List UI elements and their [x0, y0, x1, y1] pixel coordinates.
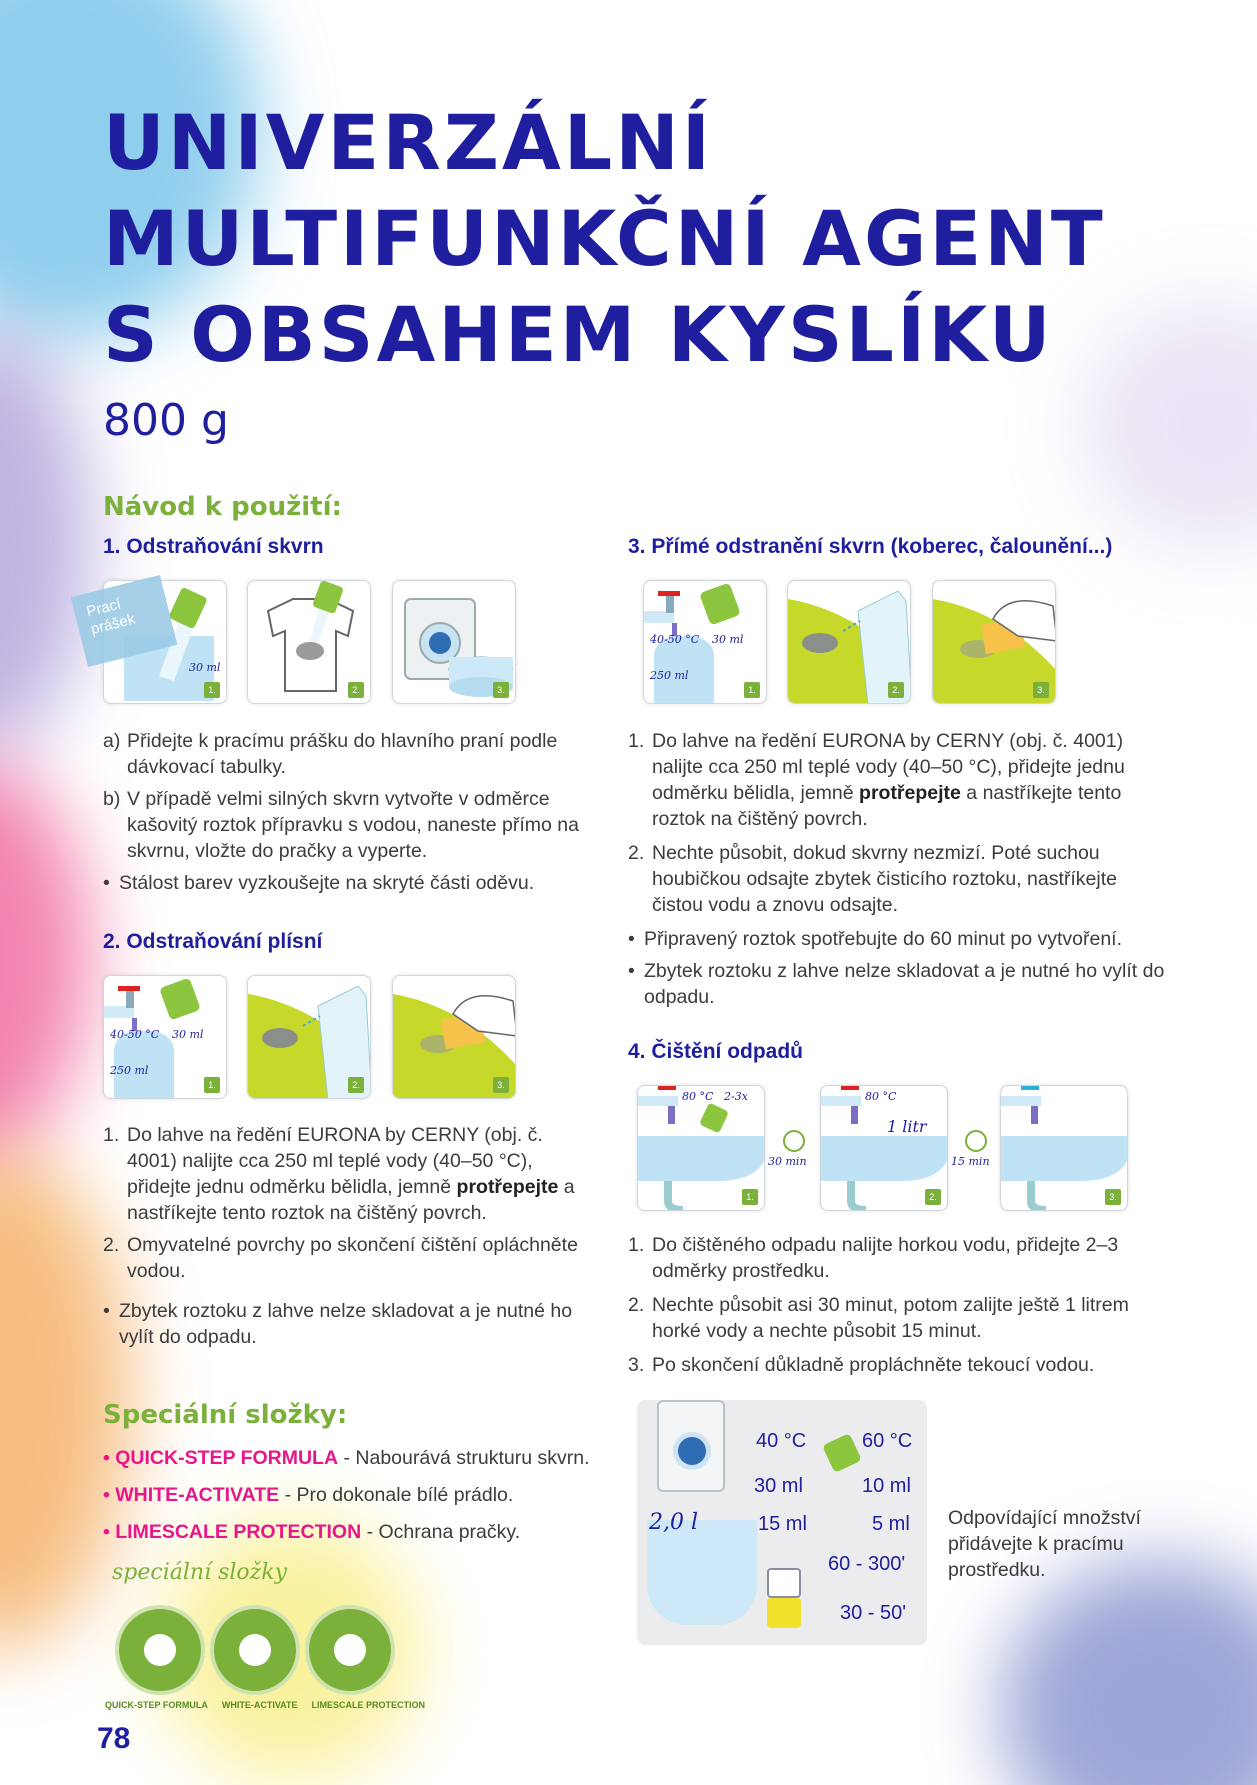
- basin-icon: [647, 1520, 757, 1625]
- section2-panel-3: [392, 975, 516, 1099]
- page-number: 78: [97, 1722, 131, 1755]
- s4-p2-volume: 1 litr: [887, 1117, 927, 1136]
- section2-panel-1: [103, 975, 227, 1099]
- panel-number: 3.: [1105, 1189, 1121, 1205]
- s3-step2: Nechte působit, dokud skvrny nezmizí. Poté suchou houbičkou odsajte zbytek čisticího roztoku, nastříkejte čistou vodu a znovu odsajte.: [652, 842, 1117, 916]
- section1-panel-3: [392, 580, 516, 704]
- panel-number: 2.: [348, 682, 364, 698]
- special-item-3-name: LIMESCALE PROTECTION: [115, 1521, 362, 1543]
- s2-temp-label: 40-50 °C: [110, 1028, 160, 1041]
- scoop-icon: [822, 1433, 862, 1473]
- special-item-1-desc: - Nabourává strukturu skvrn.: [338, 1447, 590, 1469]
- section2-panel-2: [247, 975, 371, 1099]
- title-line-1: UNIVERZÁLNÍ: [103, 98, 714, 187]
- s3-note-2: • Zbytek roztoku z lahve nelze skladovat a je nutné ho vylít do odpadu.: [628, 958, 1168, 1010]
- badge-labels: [105, 1700, 425, 1710]
- washing-machine-icon: [657, 1400, 725, 1492]
- section4-panel-1: [637, 1085, 765, 1211]
- s2-step1-marker: 1.: [103, 1124, 120, 1146]
- s2-dose-label: 30 ml: [172, 1028, 204, 1041]
- s4-step3-marker: 3.: [628, 1354, 645, 1376]
- special-list: [103, 1440, 623, 1551]
- dose-time-white: 60 - 300': [828, 1553, 906, 1575]
- title-line-3: S OBSAHEM KYSLÍKU: [103, 290, 1054, 379]
- splash-pink: [0, 760, 90, 1160]
- section1-panel-2: [247, 580, 371, 704]
- s2-step1-post: a nastříkejte tento roztok na čištěný povrch.: [127, 1176, 575, 1224]
- panel-number: 1.: [204, 682, 220, 698]
- clock-icon: [965, 1130, 987, 1152]
- s2-step2: Omyvatelné povrchy po skončení čištění opláchněte vodou.: [127, 1234, 578, 1282]
- section3-panel-3: [932, 580, 1056, 704]
- badge-2-label: WHITE-ACTIVATE: [221, 1700, 298, 1710]
- panel-number: 2.: [348, 1077, 364, 1093]
- s1-dose-label: 30 ml: [189, 661, 221, 674]
- s4-p2-temp: 80 °C: [865, 1090, 897, 1103]
- panel-number: 3.: [493, 682, 509, 698]
- s3-step1-post: a nastříkejte tento roztok na čištěný povrch.: [652, 782, 1122, 830]
- s2-step1-bold: protřepejte: [456, 1176, 559, 1198]
- clock-icon: [783, 1130, 805, 1152]
- s4-step1: Do čištěného odpadu nalijte horkou vodu, přidejte 2–3 odměrky prostředku.: [652, 1234, 1119, 1282]
- s3-step1-bold: protřepejte: [859, 782, 961, 804]
- s1-note: • Stálost barev vyzkoušejte na skryté části oděvu.: [103, 870, 583, 896]
- instructions-heading: Návod k použití:: [103, 492, 342, 522]
- dosing-note: Odpovídající množství přidávejte k pracímu prostředku.: [948, 1507, 1141, 1581]
- badge-1-label: QUICK-STEP FORMULA: [105, 1700, 208, 1710]
- splash-lavender: [1080, 300, 1257, 550]
- special-item-2-name: WHITE-ACTIVATE: [115, 1484, 280, 1506]
- special-item-3-desc: - Ochrana pračky.: [361, 1521, 521, 1543]
- section4-text: [628, 1232, 1168, 1378]
- s4-p1-times: 2-3x: [724, 1090, 748, 1103]
- snowflake-icon: [334, 1634, 366, 1666]
- color-shirt-icon: [767, 1598, 801, 1628]
- dose-row2-b: 5 ml: [872, 1513, 910, 1535]
- special-item-1: • QUICK-STEP FORMULA - Nabourává strukturu skvrn.: [103, 1447, 590, 1469]
- dose-row2-a: 15 ml: [758, 1513, 807, 1535]
- special-item-3: • LIMESCALE PROTECTION - Ochrana pračky.: [103, 1521, 521, 1543]
- section1-text: [103, 728, 583, 896]
- panel-number: 1.: [204, 1077, 220, 1093]
- special-heading: Speciální složky:: [103, 1400, 348, 1430]
- s2-step1-pre: Do lahve na ředění EURONA by CERNY (obj. č. 4001) nalijte cca 250 ml teplé vody (40–50 °C), přidejte jednu odměrku bělidla, jemně: [127, 1124, 543, 1198]
- splash-violet: [0, 330, 90, 750]
- page-title: [103, 95, 1106, 383]
- section1-heading: 1. Odstraňování skvrn: [103, 535, 324, 558]
- s4-step3: Po skončení důkladně propláchněte tekoucí vodou.: [652, 1354, 1095, 1376]
- panel-number: 1.: [744, 682, 760, 698]
- s1-b-text: V případě velmi silných skvrn vytvořte v odměrce kašovitý roztok přípravku s vodou, naneste přímo na skvrnu, vložte do pračky a vyperte.: [127, 788, 579, 862]
- dose-row1-b: 10 ml: [862, 1475, 911, 1497]
- s4-step2: Nechte působit asi 30 minut, potom zalijte ještě 1 litrem horké vody a nechte působit 15 minut.: [652, 1294, 1129, 1342]
- s1-b-marker: b): [103, 788, 121, 810]
- section3-panel-2: [787, 580, 911, 704]
- panel-number: 2.: [888, 682, 904, 698]
- section3-text: [628, 728, 1168, 1010]
- s4-step2-marker: 2.: [628, 1294, 645, 1316]
- panel-number: 3.: [1033, 682, 1049, 698]
- s3-volume-label: 250 ml: [650, 669, 689, 682]
- section4-panel-2: [820, 1085, 948, 1211]
- basin-volume: 2,0 l: [649, 1510, 699, 1535]
- dose-temp-2: 60 °C: [862, 1430, 913, 1452]
- splash-blue-bottom: [1000, 1560, 1257, 1785]
- product-weight: 800 g: [103, 395, 229, 446]
- special-script-label: speciální složky: [112, 1560, 288, 1585]
- special-item-2: • WHITE-ACTIVATE - Pro dokonale bílé prádlo.: [103, 1484, 514, 1506]
- s2-step2-marker: 2.: [103, 1234, 120, 1256]
- title-line-2: MULTIFUNKČNÍ AGENT: [103, 194, 1106, 283]
- s3-step1-pre: Do lahve na ředění EURONA by CERNY (obj. č. 4001) nalijte cca 250 ml teplé vody (40–50 °C), přidejte jednu odměrku bělidla, jemně: [652, 730, 1125, 804]
- section3-heading: 3. Přímé odstranění skvrn (koberec, čalounění...): [628, 535, 1113, 558]
- s1-a-text: Přidejte k pracímu prášku do hlavního praní podle dávkovací tabulky.: [127, 730, 558, 778]
- white-shirt-icon: [767, 1568, 801, 1598]
- section2-heading: 2. Odstraňování plísní: [103, 930, 323, 953]
- s4-step1-marker: 1.: [628, 1234, 645, 1256]
- badge-limescale: [305, 1605, 395, 1695]
- s2-volume-label: 250 ml: [110, 1064, 149, 1077]
- badge-quick-step: [115, 1605, 205, 1695]
- dose-time-color: 30 - 50': [840, 1602, 907, 1624]
- s2-note: • Zbytek roztoku z lahve nelze skladovat a je nutné ho vylít do odpadu.: [103, 1298, 583, 1350]
- panel-number: 2.: [925, 1189, 941, 1205]
- panel-number: 3.: [493, 1077, 509, 1093]
- shirt-icon: [239, 1634, 271, 1666]
- s3-dose-label: 30 ml: [712, 633, 744, 646]
- special-item-1-name: QUICK-STEP FORMULA: [115, 1447, 339, 1469]
- s3-temp-label: 40-50 °C: [650, 633, 700, 646]
- badge-3-label: LIMESCALE PROTECTION: [311, 1700, 425, 1710]
- panel-number: 1.: [742, 1189, 758, 1205]
- s1-a-marker: a): [103, 730, 121, 752]
- powder-box-label: Prací prášek: [84, 595, 137, 638]
- section4-panel-3: [1000, 1085, 1128, 1211]
- s4-wait-2: 15 min: [951, 1155, 990, 1168]
- section2-text: [103, 1122, 583, 1350]
- s3-step2-marker: 2.: [628, 842, 645, 864]
- s4-wait-1: 30 min: [768, 1155, 807, 1168]
- s3-note-1: • Připravený roztok spotřebujte do 60 minut po vytvoření.: [628, 926, 1168, 952]
- section4-heading: 4. Čištění odpadů: [628, 1040, 804, 1063]
- flower-icon: [144, 1634, 176, 1666]
- badge-white-activate: [210, 1605, 300, 1695]
- section3-panel-1: [643, 580, 767, 704]
- s3-step1-marker: 1.: [628, 730, 645, 752]
- special-item-2-desc: - Pro dokonale bílé prádlo.: [279, 1484, 514, 1506]
- dose-row1-a: 30 ml: [754, 1475, 803, 1497]
- dose-temp-1: 40 °C: [756, 1430, 807, 1452]
- s4-p1-temp: 80 °C: [682, 1090, 714, 1103]
